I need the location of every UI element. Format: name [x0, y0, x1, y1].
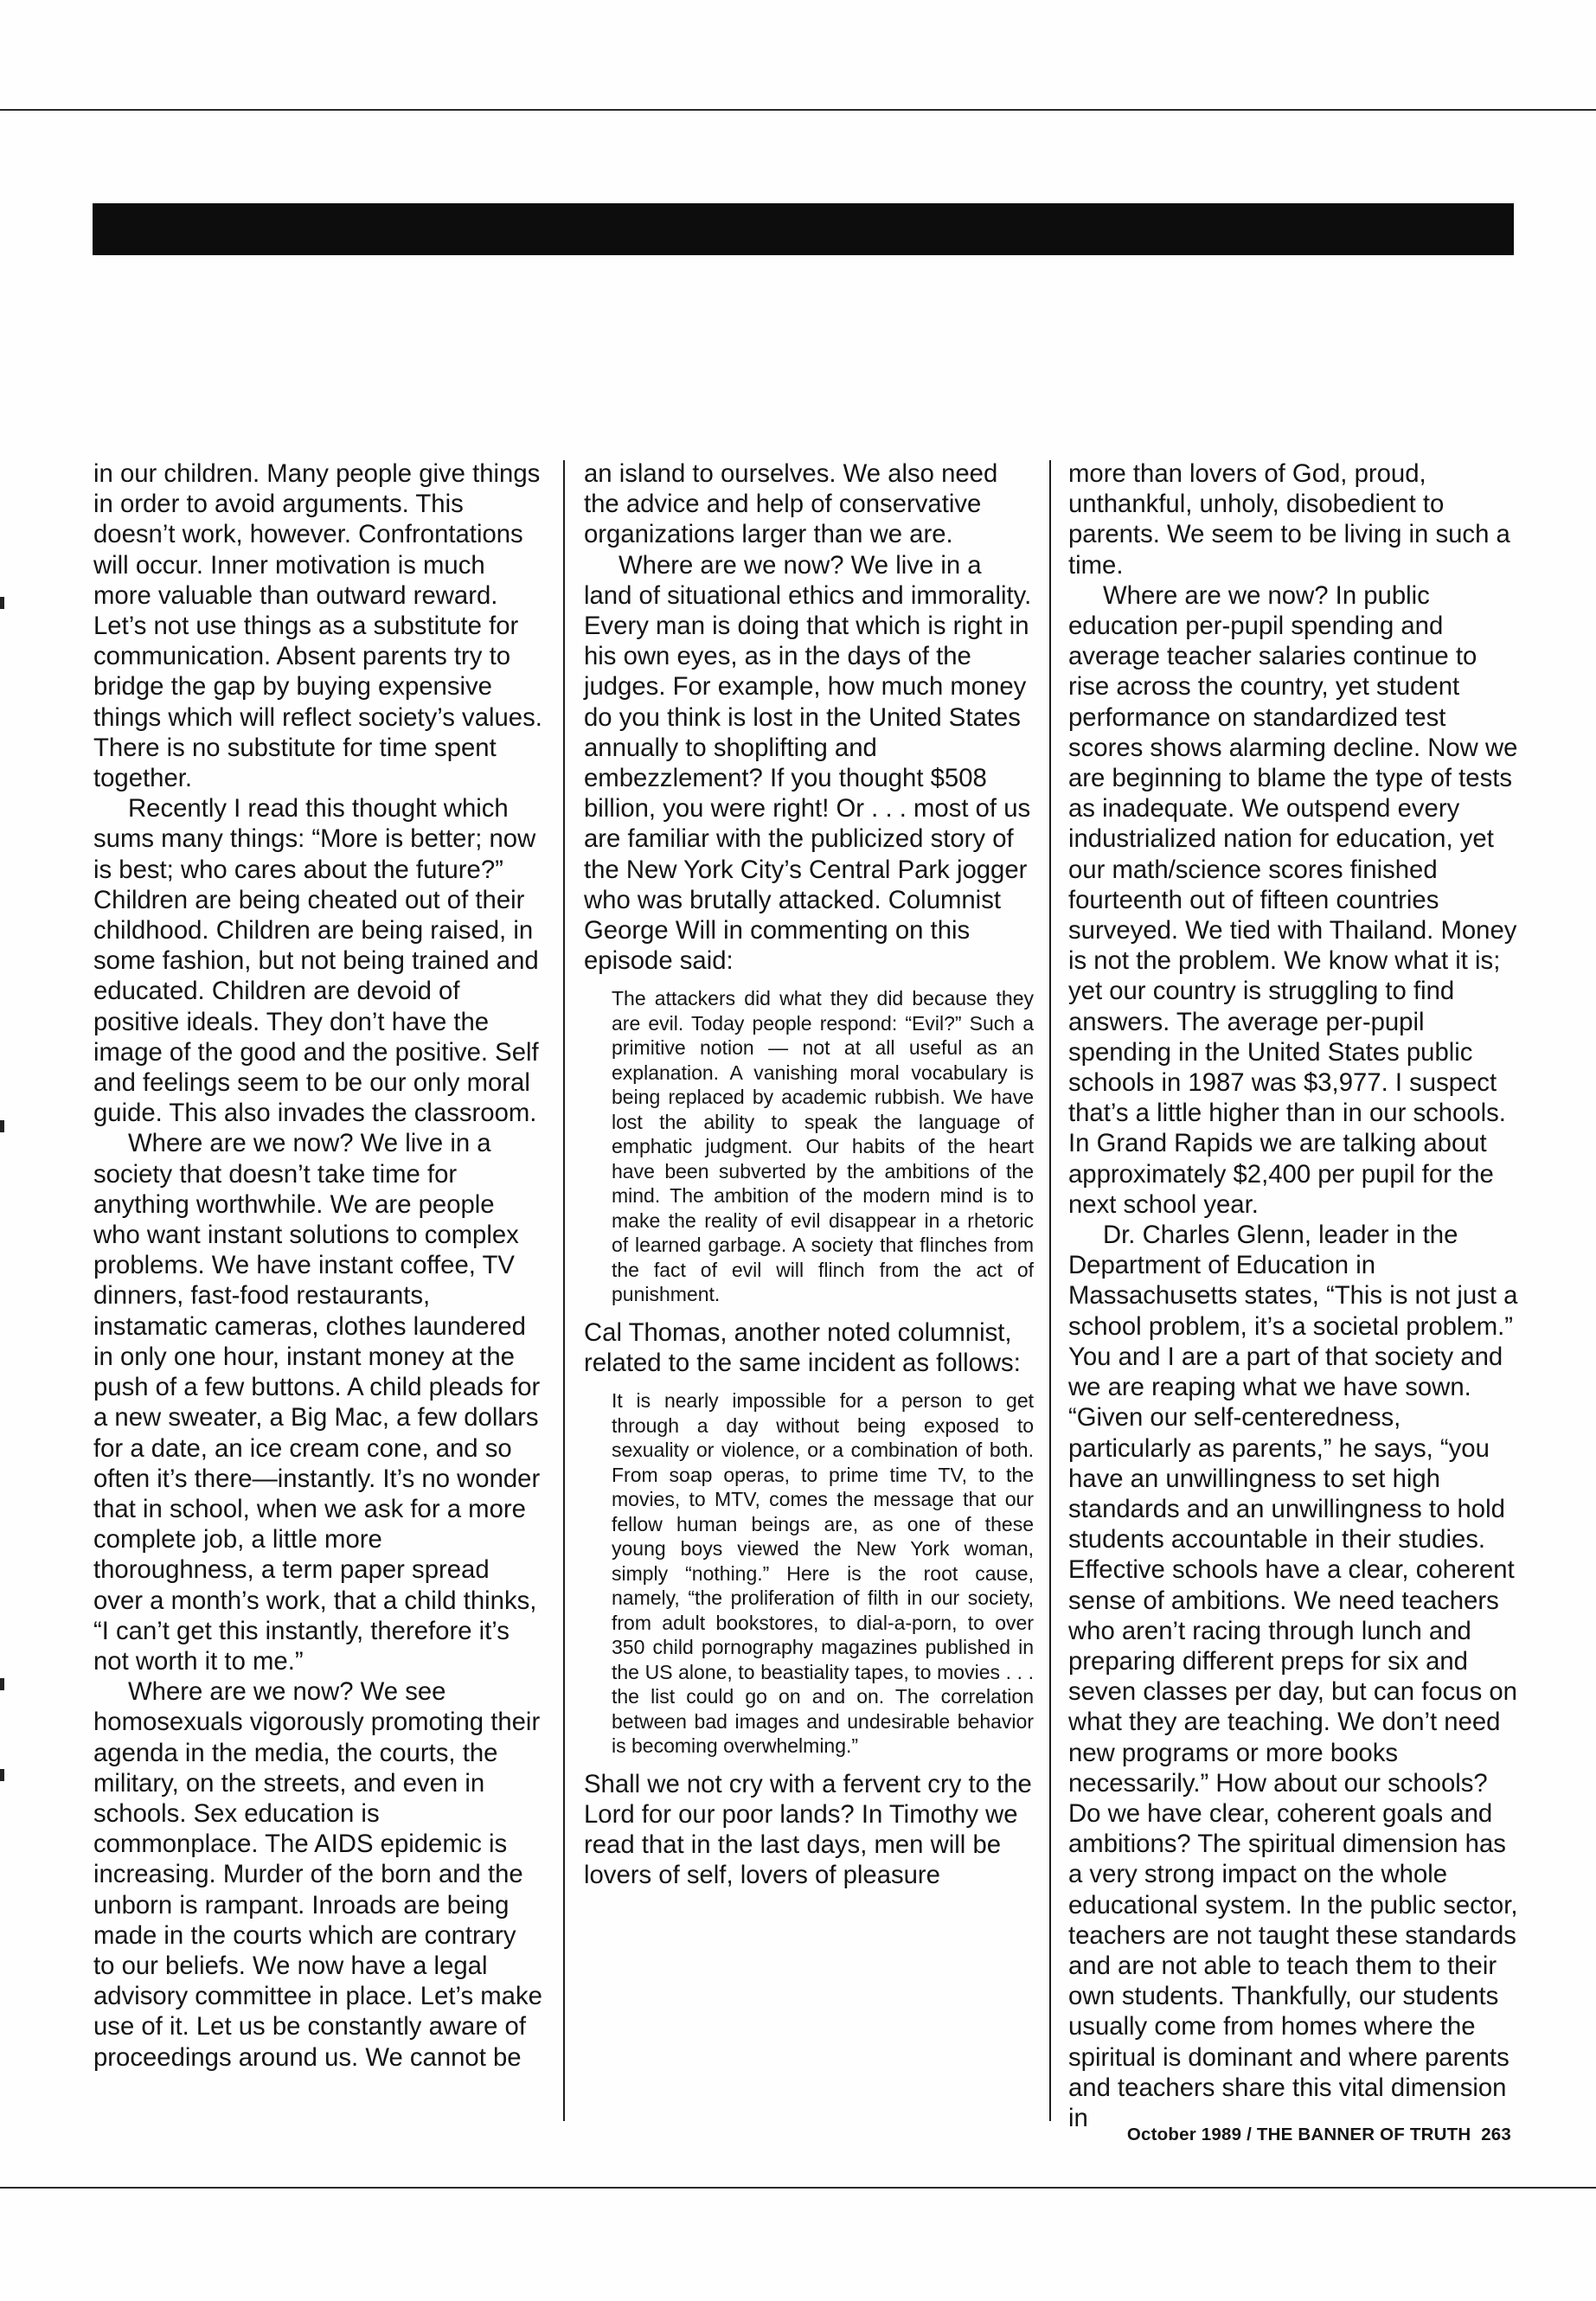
- block-quote-thomas: It is nearly impossible for a person to get through a day without being exposed to sexuality or violence, or a combination of both. From soap operas, to prime time TV, to the movies, to MTV, comes the message that our fellow human beings are, as one of these young boys viewed the New York woman, simply “nothing.” Here is the root cause, namely, “the proliferation of filth in our society, from adult bookstores, to dial-a-porn, to over 350 child pornography magazines published in the US alone, to beastiality tapes, to movies . . . the list could go on and on. The correlation between bad images and undesirable behavior is becoming overwhelming.”: [612, 1389, 1034, 1758]
- margin-mark: [0, 1769, 4, 1781]
- header-bar: [93, 203, 1514, 255]
- paragraph: an island to ourselves. We also need the advice and help of conservative organizations larger than we are.: [584, 459, 998, 549]
- paragraph: in our children. Many people give things in order to avoid arguments. This doesn’t work, however. Confrontations will occur. Inner motivation is much more valuable than outward reward. Let’s not use things as a substitute for communication. Absent parents try to bridge the gap by buying expensive things which will reflect society’s values. There is no substitute for time spent together.: [93, 459, 542, 793]
- column-1: [93, 458, 543, 2073]
- paragraph: Where are we now? We see homosexuals vigorously promoting their agenda in the media, the courts, the military, on the streets, and even in schools. Sex education is commonplace. The AIDS epidemic is increasing. Murder of the born and the unborn is rampant. Inroads are being made in the courts which are contrary to our beliefs. We now have a legal advisory committee in place. Let’s make use of it. Let us be constantly aware of proceedings around us. We cannot be: [93, 1677, 542, 2072]
- margin-mark: [0, 597, 4, 609]
- margin-mark: [0, 1678, 4, 1690]
- column-2: [584, 458, 1034, 1891]
- paragraph: more than lovers of God, proud, unthankful, unholy, disobedient to parents. We seem to be living in such a time.: [1068, 459, 1510, 580]
- page-number: 263: [1481, 2125, 1511, 2144]
- paragraph: Shall we not cry with a fervent cry to the Lord for our poor lands? In Timothy we read that in the last days, men will be lovers of self, lovers of pleasure: [584, 1769, 1032, 1890]
- bottom-rule: [0, 2187, 1596, 2189]
- paragraph: Dr. Charles Glenn, leader in the Department of Education in Massachusetts states, “This is not just a school problem, it’s a societal problem.” You and I are a part of that society and we are reaping what we have sown. “Given our self-centeredness, particularly as parents,” he says, “you have an unwillingness to set high standards and an unwillingness to hold students accountable in their studies. Effective schools have a clear, coherent sense of ambitions. We need teachers who aren’t racing through lunch and preparing different preps for six and seven classes per day, but can focus on what they are teaching. We don’t need new programs or more books necessarily.” How about our schools? Do we have clear, coherent goals and ambitions? The spiritual dimension has a very strong impact on the whole educational system. In the public sector, teachers are not taught these standards and are not able to teach them to their own students. Thankfully, our students usually come from homes where the spiritual is dominant and where parents and teachers share this vital dimension in: [1068, 1221, 1518, 2132]
- margin-mark: [0, 1120, 4, 1132]
- column-divider: [1049, 460, 1051, 2121]
- paragraph: Where are we now? We live in a society that doesn’t take time for anything worthwhile. We are people who want instant solutions to complex problems. We have instant coffee, TV dinners, fast-food restaurants, instamatic cameras, clothes laundered in only one hour, instant money at the push of a few buttons. A child pleads for a new sweater, a Big Mac, a few dollars for a date, an ice cream cone, and so often it’s there—instantly. It’s no wonder that in school, when we ask for a more complete job, a little more thoroughness, a term paper spread over a month’s work, that a child thinks, “I can’t get this instantly, therefore it’s not worth it to me.”: [93, 1129, 541, 1676]
- paragraph: Where are we now? We live in a land of situational ethics and immorality. Every man is doing that which is right in his own eyes, as in the days of the judges. For example, how much money do you think is lost in the United States annually to shoplifting and embezzlement? If you thought $508 billion, you were right! Or . . . most of us are familiar with the publicized story of the New York City’s Central Park jogger who was brutally attacked. Columnist George Will in commenting on this episode said:: [584, 550, 1032, 976]
- page-footer: [1127, 2125, 1511, 2145]
- footer-issue: October 1989 / THE BANNER OF TRUTH: [1126, 2125, 1471, 2144]
- block-quote-will: The attackers did what they did because they are evil. Today people respond: “Evil?” Such a primitive notion — not at all useful as an explanation. A vanishing moral vocabulary is being replaced by academic rubbish. We have lost the ability to speak the language of emphatic judgment. Our habits of the heart have been subverted by the ambitions of the mind. The ambition of the modern mind is to make the reality of evil disappear in a rhetoric of learned garbage. A society that flinches from the fact of evil will flinch from the act of punishment.: [612, 987, 1034, 1306]
- column-3: [1068, 458, 1518, 2133]
- paragraph: Where are we now? In public education per-pupil spending and average teacher salaries continue to rise across the country, yet student performance on standardized test scores shows alarming decline. Now we are beginning to blame the type of tests as inadequate. We outspend every industrialized nation for education, yet our math/science scores finished fourteenth out of fifteen countries surveyed. We tied with Thailand. Money is not the problem. We know what it is; yet our country is struggling to find answers. The average per-pupil spending in the United States public schools in 1987 was $3,977. I suspect that’s a little higher than in our schools. In Grand Rapids we are talking about approximately $2,400 per pupil for the next school year.: [1068, 580, 1518, 1219]
- top-rule: [0, 109, 1596, 111]
- column-divider: [563, 460, 565, 2121]
- paragraph: Recently I read this thought which sums many things: “More is better; now is best; who cares about the future?” Children are being cheated out of their childhood. Children are being raised, in some fashion, but not being trained and educated. Children are devoid of positive ideals. They don’t have the image of the good and the positive. Self and feelings seem to be our only moral guide. This also invades the classroom.: [93, 794, 539, 1128]
- paragraph: Cal Thomas, another noted columnist, related to the same incident as follows:: [584, 1317, 1021, 1378]
